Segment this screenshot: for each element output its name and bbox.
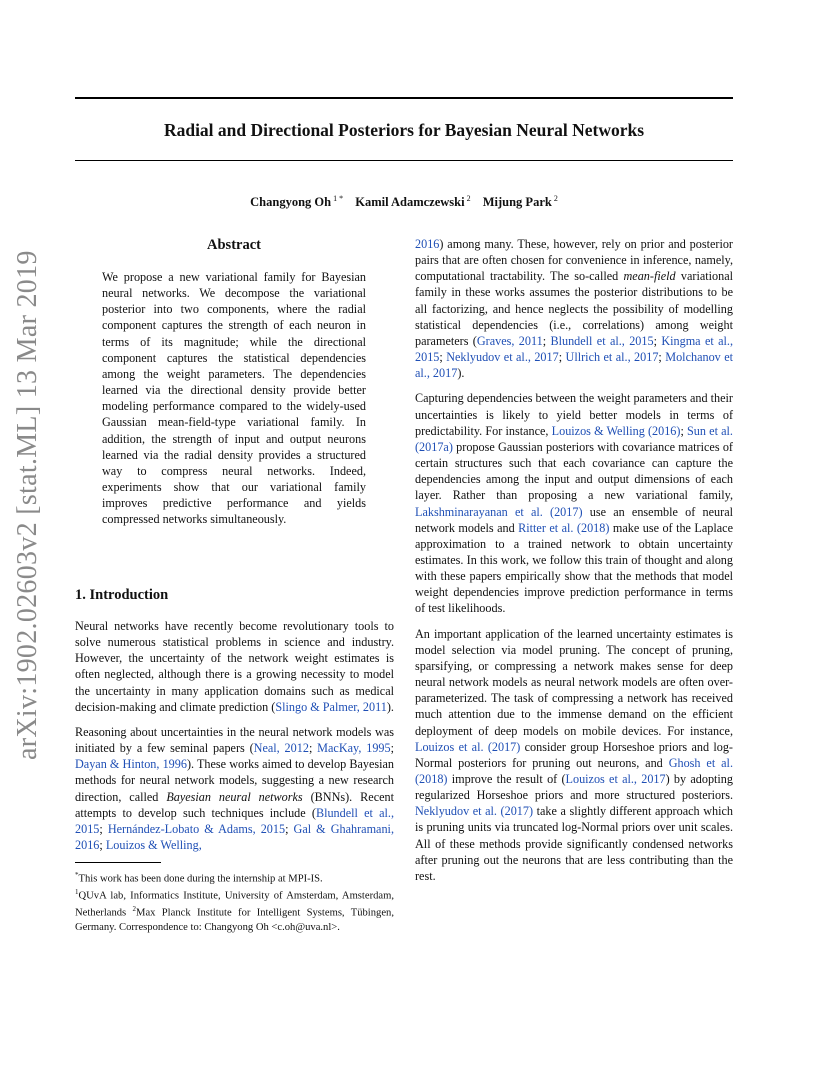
author-affiliation-mark: 2 (553, 194, 558, 203)
abstract-text (102, 269, 366, 528)
citation-link[interactable]: Louizos & Welling, (105, 838, 202, 853)
footnote-divider (75, 862, 161, 863)
footnote-line-1: *This work has been done during the internship at MPI-IS. (75, 871, 323, 885)
citation-link[interactable]: Ghosh et al. (2018) (415, 755, 733, 786)
citation-link[interactable]: Molchanov et al., 2017 (415, 350, 733, 381)
citation-link[interactable]: Louizos & Welling (2016) (551, 423, 681, 438)
citation-link[interactable]: Louizos et al., 2017 (565, 772, 666, 786)
citation-link[interactable]: Kingma et al., 2015 (415, 333, 733, 365)
citation-link[interactable]: Ullrich et al., 2017 (565, 350, 659, 365)
emphasis-text: Bayesian neural networks (166, 789, 303, 804)
title-rule-bottom (75, 160, 733, 161)
intro-paragraph-1: Neural networks have recently become revolutionary tools to solve numerous statistical problems in science and industry. However, the uncertainty of the network weight estimates is often neglected, although there is a growing necessity to model the uncertainty in many application domains such as medical decision-making and climate prediction (Slingo & Palmer, 2011). (75, 619, 394, 714)
citation-link[interactable]: Dayan & Hinton, 1996 (75, 757, 187, 772)
citation-link[interactable]: Blundell et al., 2015 (75, 805, 394, 836)
right-column (415, 236, 733, 893)
abstract-body: We propose a new variational family for Bayesian neural networks. We decompose the variational posterior into two components, where the radial component captures the strength of each neuron in terms of its magnitude; while the directional component captures the statistical dependencies among the weight parameters. The dependencies learned via the directional density provide better modeling performance compared to the widely-used Gaussian mean-field-type variational family. In addition, the strength of input and output neurons learned via the radial density provides a structured way to compress neural networks. Indeed, experiments show that our variational family improves predictive performance and yields compressed networks simultaneously. (102, 270, 366, 527)
footnote-mark: 1 (75, 888, 79, 897)
citation-link[interactable]: Graves, 2011 (476, 333, 543, 348)
abstract-heading: Abstract (207, 237, 261, 253)
citation-link[interactable]: MacKay, 1995 (317, 741, 391, 756)
footnote (75, 869, 394, 934)
citation-link[interactable]: Lakshminarayanan et al. (2017) (415, 504, 583, 519)
body-paragraph-1: 2016) among many. These, however, rely on prior and posterior pairs that are often chosen for convenience in inference, namely, computational tractability. The so-called mean-field variational family in these works assumes the posterior distributions to be all factorizing, and hence neglects the possibility of modelling statistical dependencies (i.e., correlations) among weight parameters (Graves, 2011; Blundell et al., 2015; Kingma et al., 2015; Neklyudov et al., 2017; Ullrich et al., 2017; Molchanov et al., 2017). (415, 237, 733, 381)
citation-link[interactable]: Neklyudov et al., 2017 (446, 350, 559, 365)
citation-link[interactable]: Blundell et al., 2015 (550, 333, 654, 348)
author-name: Changyong Oh (250, 195, 332, 209)
body-paragraph-2: Capturing dependencies between the weight parameters and their uncertainties is likely to yield better models in terms of predictability. For instance, Louizos & Welling (2016); Sun et al. (2017a) propose Gaussian posteriors with covariance matrices of certain structures such that each covariance can capture the dependencies among the input and output dimensions of each layer. Rather than proposing a new variational family, Lakshminarayanan et al. (2017) use an ensemble of neural network models and Ritter et al. (2018) make use of the Laplace approximation to a trained network to obtain uncertainty estimates. In this work, we follow this train of thought and along with these papers empirically show that the methods that model weight dependencies improve prediction performance in terms of test likelihoods. (415, 391, 733, 616)
author-name: Kamil Adamczewski (355, 195, 465, 209)
paper-title: Radial and Directional Posteriors for Bayesian Neural Networks (163, 120, 645, 140)
citation-link[interactable]: Hernández-Lobato & Adams, 2015 (107, 821, 286, 836)
body-paragraph-3: An important application of the learned uncertainty estimates is model selection via model pruning. The concept of pruning, sparsifying, or compressing a network makes sense for deep neural network models as neural network models are often over-parameterized. The task of compressing a network has received much attention due to the immense demand on the efficient deployment of deep models on mobile devices. For instance, Louizos et al. (2017) consider group Horseshoe priors and log-Normal posteriors for pruning out neurons, and Ghosh et al. (2018) improve the result of (Louizos et al., 2017) by adopting regularized Horseshoe priors and more structured posteriors. Neklyudov et al. (2017) take a slightly different approach which is pruning units via truncated log-Normal priors over unit scales. All of these methods provide significantly condensed networks after pruning out the neurons that are less contributing than the rest. (415, 626, 733, 883)
author-list (75, 190, 733, 211)
footnote-mark: 2 (132, 905, 137, 914)
citation-link[interactable]: Slingo & Palmer, 2011 (275, 699, 387, 714)
intro-paragraph-2: Reasoning about uncertainties in the neural network models was initiated by a few seminal papers (Neal, 2012; MacKay, 1995; Dayan & Hinton, 1996). These works aimed to develop Bayesian methods for neural network models, suggesting a new research direction, called Bayesian neural networks (BNNs). Recent attempts to develop such techniques include (Blundell et al., 2015; Hernández-Lobato & Adams, 2015; Gal & Ghahramani, 2016; Louizos & Welling, (75, 724, 394, 853)
citation-link[interactable]: Neal, 2012 (253, 741, 309, 756)
author-affiliation-mark: 2 (466, 194, 471, 203)
citation-link[interactable]: Ritter et al. (2018) (518, 520, 610, 535)
emphasis-text: mean-field (623, 269, 676, 284)
title-rule-top (75, 97, 733, 99)
author-affiliation-mark: 1 * (333, 194, 344, 203)
author-name: Mijung Park (482, 195, 552, 209)
citation-link[interactable]: Gal & Ghahramani, 2016 (75, 821, 394, 853)
footnote-line-2: $^1$QUvA lab, Informatics Institute, University of Amsterdam, Amsterdam, Netherlands $^2$Max Planck Institute for Intelligent Systems, Tübingen, Germany. Correspondence to: Changyong Oh <c.oh@uva.nl>. (75, 888, 394, 933)
arxiv-identifier-stamp: arXiv:1902.02603v2 [stat.ML] 13 Mar 2019 (12, 250, 43, 760)
introduction-section (75, 585, 394, 934)
section-heading-introduction: 1. Introduction (75, 587, 169, 603)
citation-link[interactable]: Neklyudov et al. (2017) (415, 804, 534, 819)
citation-link[interactable]: Louizos et al. (2017) (415, 739, 521, 754)
footnote-mark: * (75, 871, 79, 880)
citation-link[interactable]: Sun et al. (2017a) (415, 423, 733, 454)
abstract-section (102, 235, 366, 537)
citation-link[interactable]: 2016 (415, 237, 440, 251)
